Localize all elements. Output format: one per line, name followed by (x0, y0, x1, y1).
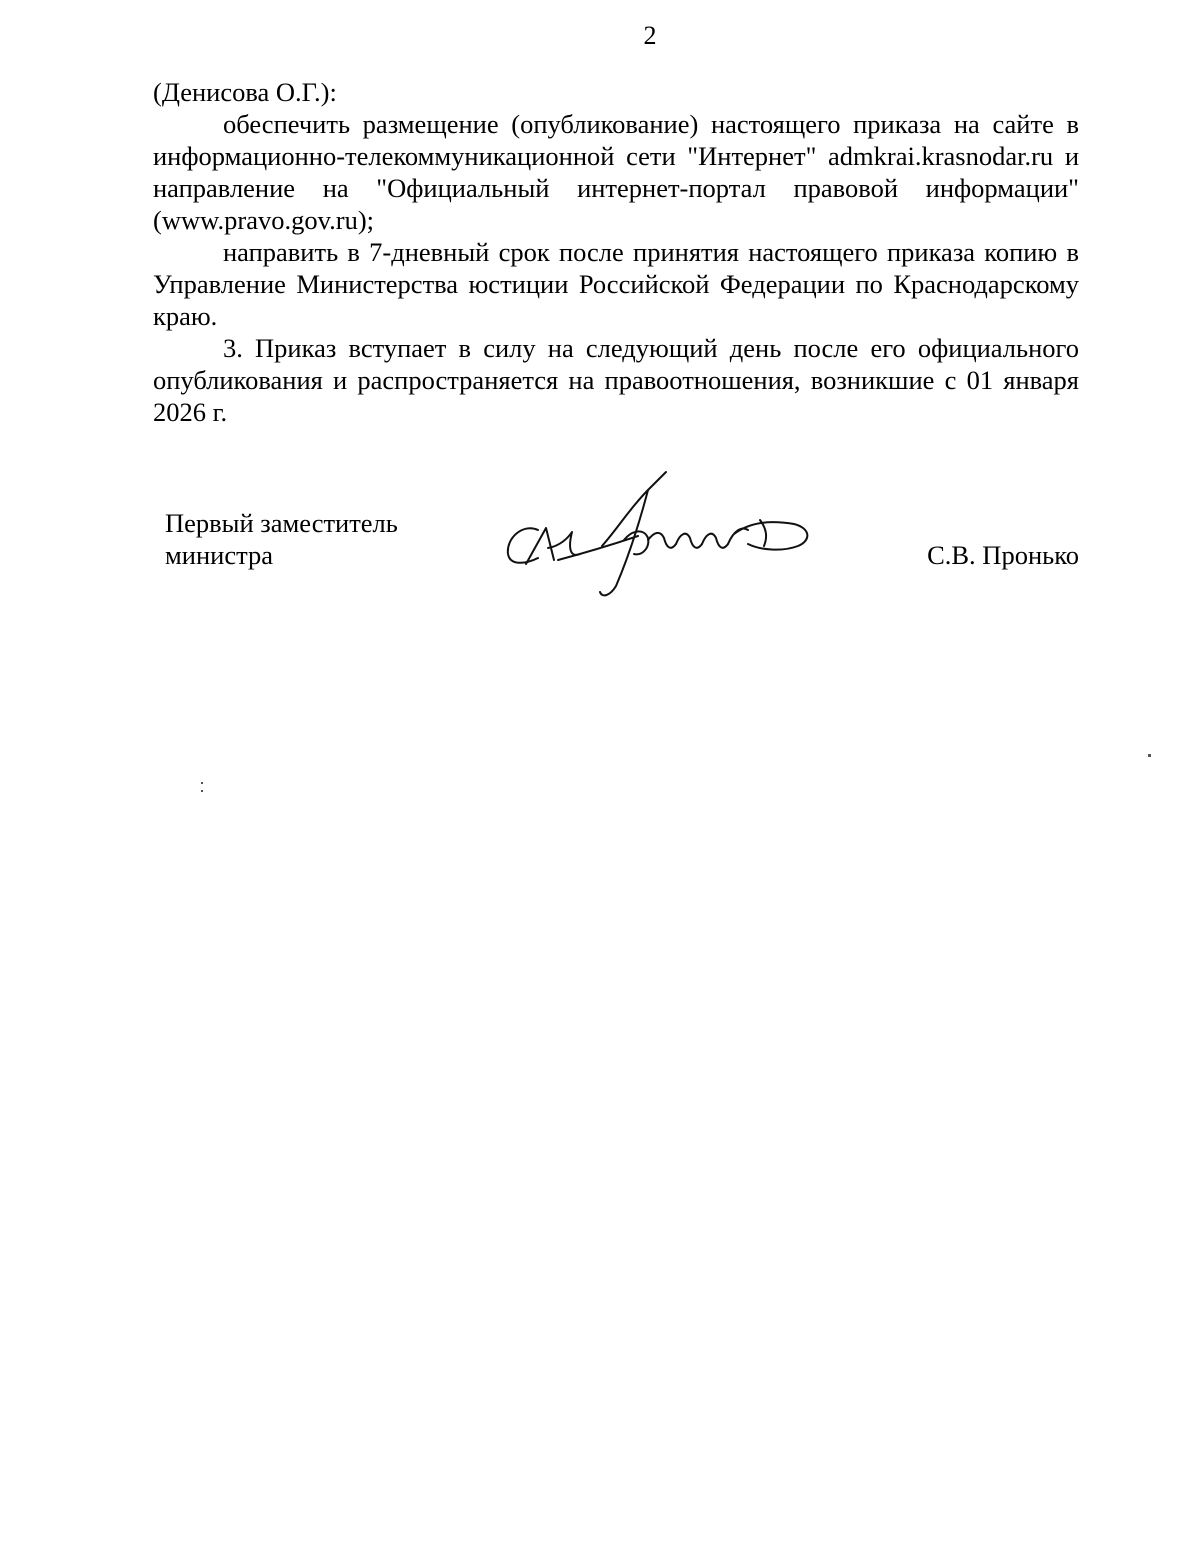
scan-speck (201, 782, 203, 784)
paragraph-responsible: (Денисова О.Г.): (153, 77, 337, 107)
scan-speck (201, 790, 203, 792)
paragraph-entry-into-force: 3. Приказ вступает в силу на следующий день после его официального опубликования и распространяется на правоотношения, возникшие с 01 января 2026 г. (153, 333, 1079, 427)
paragraph-publication: обеспечить размещение (опубликование) настоящего приказа на сайте в информационно-телекоммуникационной сети "Интернет" admkrai.krasnodar.ru и направление на "Официальный интернет-портал правовой информации" (www.pravo.gov.ru); (153, 109, 1079, 235)
page-number: 2 (643, 21, 657, 50)
signatory-name: С.В. Пронько (927, 540, 1079, 570)
paragraph-ministry-of-justice: направить в 7-дневный срок после принятия настоящего приказа копию в Управление Министерства юстиции Российской Федерации по Краснодарскому краю. (153, 237, 1079, 331)
scan-speck (1148, 754, 1151, 757)
signatory-title-line1: Первый заместитель (165, 508, 398, 538)
signatory-title-line2: министра (165, 540, 273, 570)
handwritten-signature-icon (498, 468, 828, 608)
signatory-title (165, 507, 398, 571)
document-body (153, 76, 1079, 428)
